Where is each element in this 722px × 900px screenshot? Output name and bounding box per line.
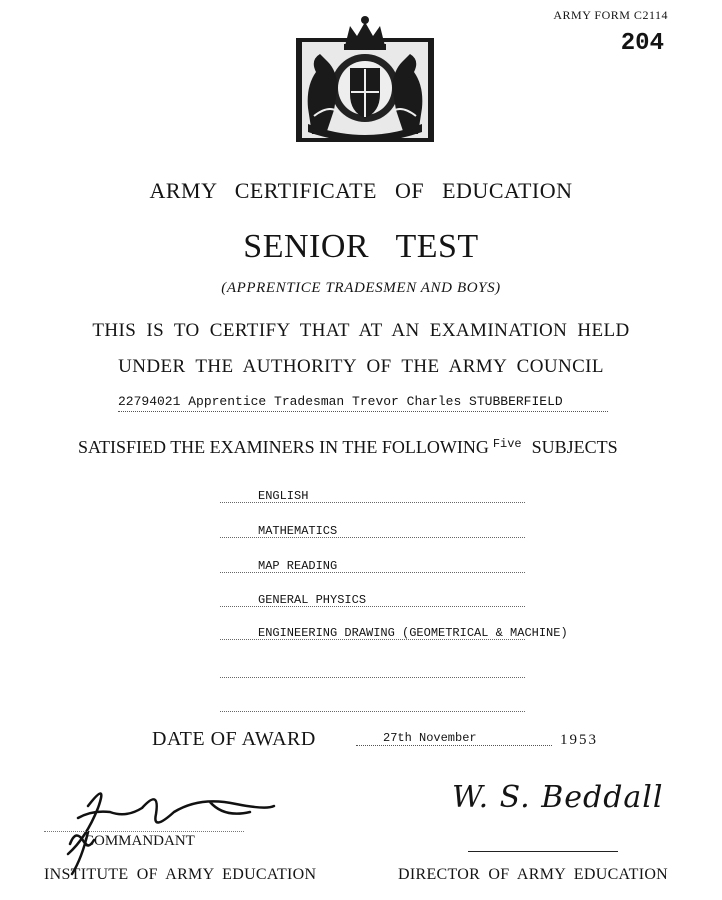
subject-line: ENGLISH	[220, 489, 525, 503]
subject-line	[220, 698, 525, 712]
certify-line-2: UNDER THE AUTHORITY OF THE ARMY COUNCIL	[118, 356, 604, 377]
certify-line-1: THIS IS TO CERTIFY THAT AT AN EXAMINATION HELD	[92, 320, 630, 341]
certificate-title: ARMY CERTIFICATE OF EDUCATION	[149, 178, 573, 203]
subject-line	[220, 664, 525, 678]
institute-label: INSTITUTE OF ARMY EDUCATION	[44, 866, 317, 883]
commandant-signature-line	[44, 831, 244, 832]
date-of-award-label: DATE OF AWARD	[152, 728, 316, 750]
subject-line: MATHEMATICS	[220, 524, 525, 538]
subject-line: GENERAL PHYSICS	[220, 593, 525, 607]
serial-number: 204	[620, 30, 664, 57]
test-title: SENIOR TEST	[243, 228, 479, 265]
subject-line: ENGINEERING DRAWING (GEOMETRICAL & MACHINE)	[220, 626, 525, 640]
royal-coat-of-arms-emblem	[292, 12, 438, 146]
subject-count: Five	[492, 437, 522, 451]
commandant-label: COMMANDANT	[84, 833, 195, 849]
award-date: 27th November	[383, 731, 477, 745]
commandant-signature	[60, 758, 280, 878]
test-subtitle: (APPRENTICE TRADESMEN AND BOYS)	[221, 280, 501, 296]
date-dotted-line	[356, 745, 552, 746]
satisfied-text: SATISFIED THE EXAMINERS IN THE FOLLOWING	[78, 437, 489, 457]
satisfied-statement	[78, 437, 618, 458]
director-signature: W. S. Beddall	[452, 780, 664, 815]
director-signature-line	[468, 851, 618, 852]
award-year: 1953	[560, 732, 598, 748]
subjects-word: SUBJECTS	[531, 437, 618, 457]
director-label: DIRECTOR OF ARMY EDUCATION	[398, 866, 669, 883]
subject-line: MAP READING	[220, 559, 525, 573]
candidate-name: 22794021 Apprentice Tradesman Trevor Charles STUBBERFIELD	[118, 394, 608, 412]
army-form-number: ARMY FORM C2114	[553, 8, 668, 22]
